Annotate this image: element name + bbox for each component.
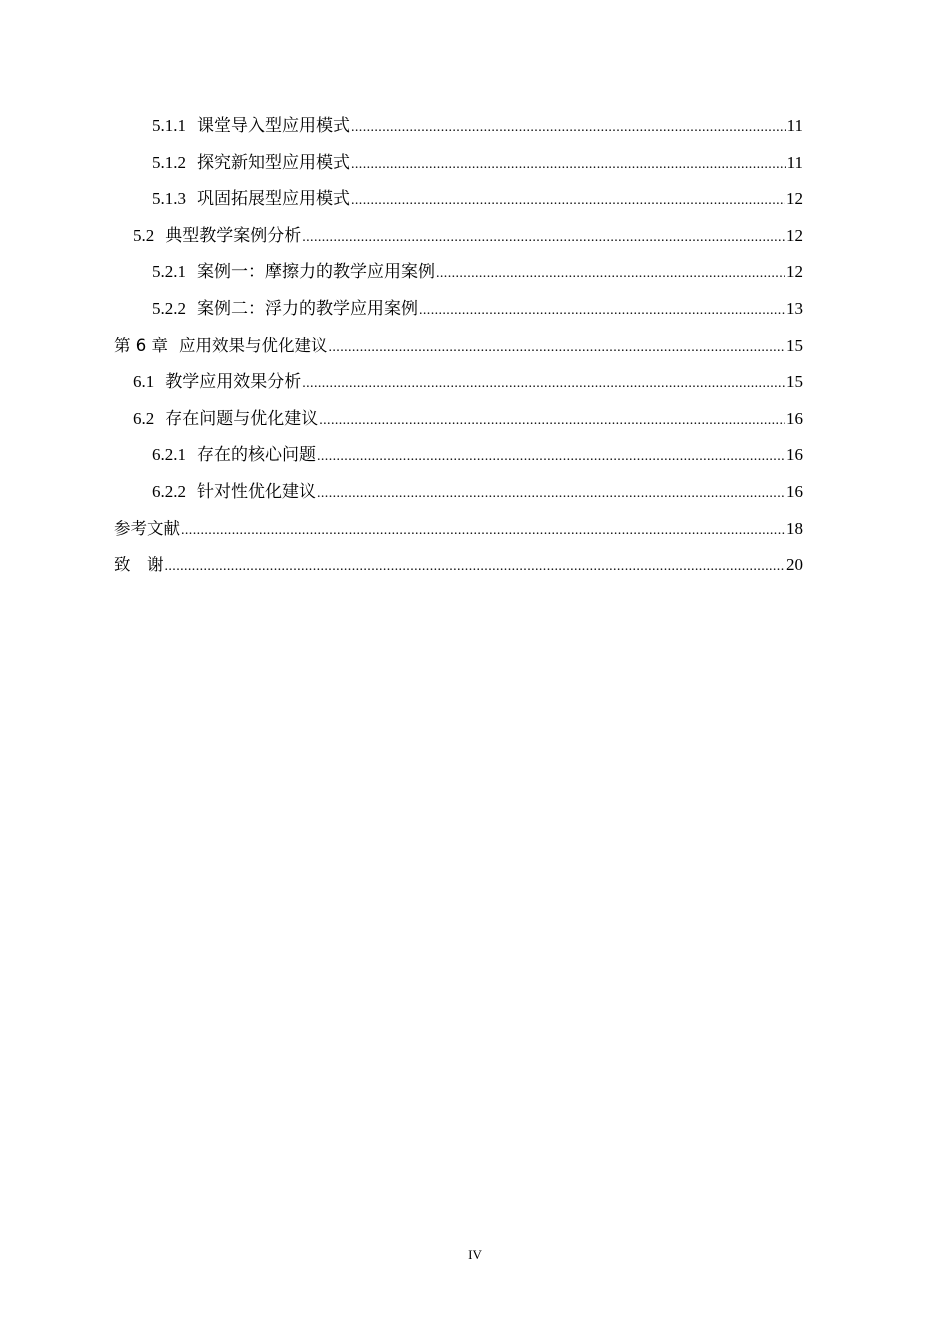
toc-dot-leader [302, 220, 785, 257]
toc-entry-5-2[interactable] [114, 218, 803, 255]
table-of-contents [114, 108, 803, 584]
toc-entry-5-2-1[interactable] [114, 254, 803, 291]
toc-entry-number: 第 6 章 [114, 335, 168, 355]
toc-dot-leader [351, 183, 785, 220]
toc-dot-leader [317, 439, 785, 476]
toc-entry-title: 课堂导入型应用模式 [197, 116, 350, 135]
toc-entry-title: 巩固拓展型应用模式 [197, 189, 350, 209]
toc-dot-leader [351, 110, 786, 147]
toc-entry-number: 5.1.2 [152, 152, 186, 172]
toc-dot-leader [419, 293, 785, 330]
toc-entry-number: 5.2 [133, 225, 155, 245]
toc-dot-leader [302, 366, 785, 403]
toc-entry-6-2-2[interactable] [114, 474, 803, 511]
toc-entry-references[interactable] [114, 511, 803, 548]
toc-entry-page: 13 [786, 298, 803, 318]
toc-entry-title: 存在的核心问题 [197, 445, 316, 465]
toc-entry-number: 6.1 [133, 372, 155, 392]
toc-entry-page: 18 [786, 518, 803, 538]
page-number: IV [468, 1247, 482, 1262]
toc-entry-page: 16 [786, 408, 803, 428]
toc-entry-title: 教学应用效果分析 [165, 372, 302, 392]
toc-entry-number: 5.2.1 [152, 262, 186, 282]
toc-entry-title: 探究新知型应用模式 [197, 152, 350, 172]
toc-entry-title: 案例一：摩擦力的教学应用案例 [197, 262, 435, 282]
toc-dot-leader [181, 513, 785, 550]
toc-dot-leader [329, 330, 786, 367]
toc-entry-6-2[interactable] [114, 401, 803, 438]
toc-entry-title: 致 谢 [114, 555, 164, 575]
toc-entry-title: 存在问题与优化建议 [165, 408, 319, 428]
toc-entry-acknowledgements[interactable] [114, 547, 803, 584]
toc-entry-page: 15 [786, 335, 803, 355]
toc-entry-6-2-1[interactable] [114, 437, 803, 474]
toc-dot-leader [351, 147, 786, 184]
toc-entry-title: 参考文献 [114, 518, 180, 538]
toc-entry-page: 15 [786, 372, 803, 392]
toc-entry-title: 应用效果与优化建议 [179, 335, 328, 355]
toc-entry-number: 5.2.2 [152, 298, 186, 318]
toc-dot-leader [436, 256, 785, 293]
toc-entry-6-1[interactable] [114, 364, 803, 401]
toc-entry-page: 16 [786, 481, 803, 501]
toc-entry-page: 16 [786, 445, 803, 465]
toc-entry-5-1-2[interactable] [114, 145, 803, 182]
toc-entry-number: 5.1.1 [152, 116, 186, 135]
toc-entry-number: 5.1.3 [152, 189, 186, 209]
toc-entry-5-1-1[interactable] [114, 108, 803, 145]
toc-dot-leader [165, 549, 786, 586]
toc-entry-page: 20 [786, 555, 803, 575]
toc-dot-leader [317, 476, 785, 513]
toc-entry-5-1-3[interactable] [114, 181, 803, 218]
toc-entry-page: 12 [786, 262, 803, 282]
toc-entry-page: 12 [786, 189, 803, 209]
toc-dot-leader [319, 403, 785, 440]
toc-entry-chapter-6[interactable] [114, 328, 803, 365]
toc-entry-page: 12 [786, 225, 803, 245]
toc-entry-number: 6.2.1 [152, 445, 186, 465]
toc-entry-title: 案例二：浮力的教学应用案例 [197, 298, 418, 318]
toc-entry-page: 11 [786, 152, 803, 172]
toc-entry-5-2-2[interactable] [114, 291, 803, 328]
toc-entry-number: 6.2.2 [152, 481, 186, 501]
toc-entry-number: 6.2 [133, 408, 155, 428]
toc-entry-page: 11 [786, 116, 803, 135]
toc-entry-title: 典型教学案例分析 [165, 225, 302, 245]
toc-entry-title: 针对性优化建议 [197, 481, 316, 501]
